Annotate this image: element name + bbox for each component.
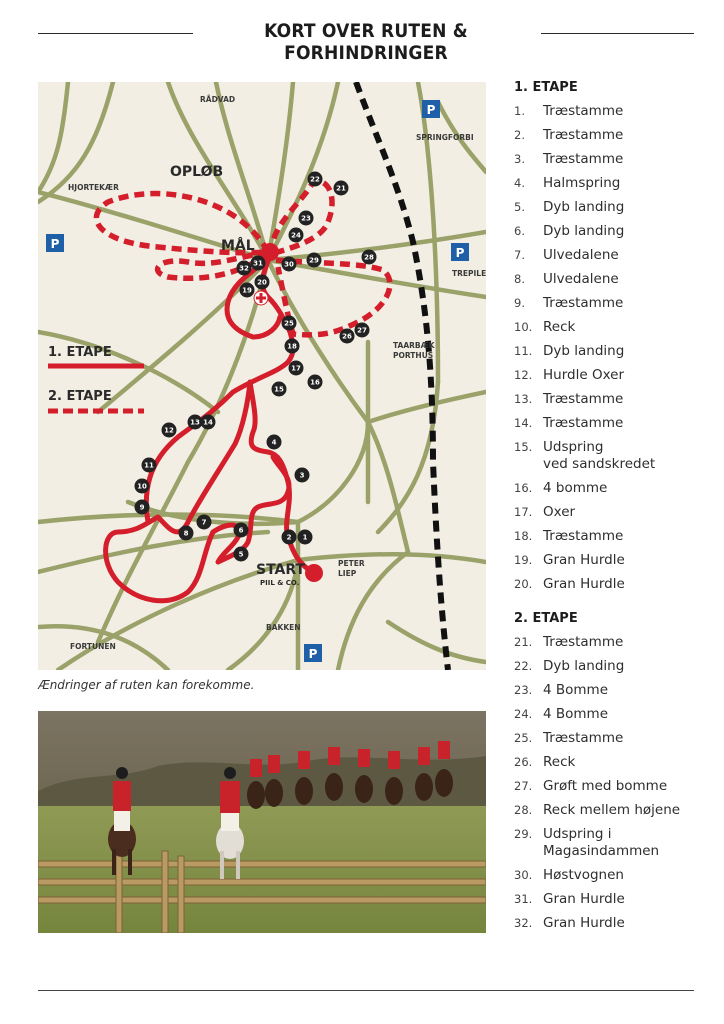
place-label: RÅDVAD: [200, 95, 236, 104]
obstacle-number: 29.: [514, 827, 533, 841]
obstacle-number: 31.: [514, 892, 533, 906]
obstacle-marker: [135, 500, 150, 515]
obstacle-label: [543, 634, 722, 651]
obstacle-marker: [282, 316, 297, 331]
obstacle-label-text: Træstamme: [543, 127, 624, 143]
obstacle-number: 8.: [514, 272, 525, 286]
obstacle-marker-number: 23: [301, 214, 311, 223]
parking-icon: [422, 100, 440, 118]
obstacle-label: [543, 658, 722, 675]
place-label: PORTHUS: [393, 351, 434, 360]
header-rule-left: [38, 33, 193, 34]
obstacle-label-text: Træstamme: [543, 634, 624, 650]
obstacle-number: 22.: [514, 659, 533, 673]
footer-rule: [38, 990, 694, 991]
obstacle-label: [543, 867, 722, 884]
obstacle-marker: [299, 211, 314, 226]
obstacle-label-text: ved sandskredet: [543, 456, 656, 472]
obstacle-number: 19.: [514, 553, 533, 567]
obstacle-marker-number: 25: [284, 319, 294, 328]
obstacle-marker: [295, 468, 310, 483]
obstacle-label-text: Dyb landing: [543, 199, 625, 215]
obstacle-label-text: Reck: [543, 319, 576, 335]
obstacle-item: [514, 754, 722, 771]
obstacle-marker: [289, 361, 304, 376]
obstacle-label: [543, 778, 722, 795]
obstacle-marker: [308, 375, 323, 390]
obstacle-number: 12.: [514, 368, 533, 382]
obstacle-label: [543, 319, 722, 336]
obstacle-item: [514, 802, 722, 819]
svg-text:P: P: [50, 237, 60, 251]
legend-etape-2-label: 2. ETAPE: [48, 389, 112, 404]
obstacle-marker-number: 13: [190, 418, 200, 427]
obstacle-marker-number: 31: [253, 259, 263, 268]
obstacle-marker: [334, 181, 349, 196]
obstacle-marker-number: 28: [364, 253, 374, 262]
obstacle-marker-number: 24: [291, 231, 301, 240]
etape-1-section: [514, 78, 722, 593]
obstacle-label: [543, 391, 722, 408]
place-label: PETER: [338, 559, 365, 568]
obstacle-label: [543, 730, 722, 747]
obstacle-item: [514, 415, 722, 432]
obstacle-item: [514, 826, 722, 860]
first-aid-icon: [254, 291, 268, 305]
obstacle-item: [514, 199, 722, 216]
obstacle-label-text: Reck mellem højene: [543, 802, 681, 818]
obstacle-number: 23.: [514, 683, 533, 697]
obstacle-number: 28.: [514, 803, 533, 817]
obstacle-marker: [282, 530, 297, 545]
obstacle-label-text: Grøft med bomme: [543, 778, 668, 794]
obstacle-label-text: Dyb landing: [543, 223, 625, 239]
obstacle-label-text: Ulvedalene: [543, 247, 619, 263]
obstacle-marker: [255, 275, 270, 290]
obstacle-item: [514, 730, 722, 747]
obstacle-item: [514, 867, 722, 884]
obstacle-item: [514, 706, 722, 723]
obstacle-label: [543, 576, 722, 593]
etape-2-items: [514, 634, 722, 932]
obstacle-marker-number: 22: [310, 175, 320, 184]
photo-field: [38, 806, 486, 933]
obstacle-label: [543, 439, 722, 473]
obstacle-marker-number: 21: [336, 184, 346, 193]
obstacle-label: [543, 295, 722, 312]
obstacle-number: 26.: [514, 755, 533, 769]
obstacle-marker: [307, 253, 322, 268]
obstacle-label-text: Træstamme: [543, 730, 624, 746]
obstacle-number: 21.: [514, 635, 533, 649]
start-sublabel: PIIL & CO.: [260, 579, 300, 587]
obstacle-marker-number: 5: [238, 550, 244, 559]
obstacle-number: 7.: [514, 248, 525, 262]
obstacle-label-text: Udspring i Magasindammen: [543, 826, 660, 859]
start-point: [305, 564, 323, 582]
obstacle-label: [543, 151, 722, 168]
obstacle-item: [514, 151, 722, 168]
legend-etape-1-label: 1. ETAPE: [48, 345, 112, 360]
obstacle-marker-number: 11: [144, 461, 154, 470]
obstacle-label: [543, 127, 722, 144]
obstacle-marker: [285, 339, 300, 354]
obstacle-marker-number: 7: [201, 518, 207, 527]
obstacle-number: 20.: [514, 577, 533, 591]
obstacle-marker-number: 15: [274, 385, 284, 394]
obstacle-label-text: Gran Hurdle: [543, 891, 625, 907]
obstacle-label-text: Træstamme: [543, 528, 624, 544]
obstacle-number: 25.: [514, 731, 533, 745]
obstacle-label: [543, 271, 722, 288]
obstacle-label-text: Oxer: [543, 504, 576, 520]
obstacle-label: [543, 480, 722, 497]
obstacle-marker: [179, 526, 194, 541]
obstacle-number: 9.: [514, 296, 525, 310]
obstacle-marker-number: 20: [257, 278, 267, 287]
obstacle-item: [514, 576, 722, 593]
obstacle-label-text: 4 Bomme: [543, 682, 609, 698]
obstacle-label-text: Hurdle Oxer: [543, 367, 624, 383]
obstacle-item: [514, 247, 722, 264]
map-caption: Ændringer af ruten kan forekomme.: [38, 678, 255, 692]
place-label: FORTUNEN: [70, 642, 116, 651]
obstacle-label-text: Træstamme: [543, 415, 624, 431]
etape-1-title: 1. ETAPE: [514, 80, 578, 95]
place-label: SPRINGFORBI: [416, 133, 474, 142]
obstacle-number: 5.: [514, 200, 525, 214]
obstacle-marker-number: 30: [284, 260, 294, 269]
page-title: KORT OVER RUTEN & FORHINDRINGER: [264, 20, 468, 64]
obstacle-marker: [340, 329, 355, 344]
svg-text:P: P: [426, 103, 436, 117]
obstacle-marker-number: 4: [271, 438, 277, 447]
etape-1-items: [514, 103, 722, 593]
obstacle-label-text: Ulvedalene: [543, 271, 619, 287]
obstacle-number: 30.: [514, 868, 533, 882]
obstacle-marker: [234, 547, 249, 562]
obstacle-marker: [201, 415, 216, 430]
obstacle-marker: [162, 423, 177, 438]
obstacle-marker: [237, 261, 252, 276]
obstacle-item: [514, 634, 722, 651]
obstacle-label-text: Reck: [543, 754, 576, 770]
obstacle-marker-number: 10: [137, 482, 147, 491]
obstacle-label-text: Halmspring: [543, 175, 621, 191]
goal-label: MÅL: [221, 238, 255, 254]
obstacle-label: [543, 103, 722, 120]
obstacle-marker-number: 6: [238, 526, 244, 535]
obstacle-label: [543, 826, 722, 860]
place-label: LIEP: [338, 569, 357, 578]
obstacle-marker-number: 19: [242, 286, 252, 295]
obstacle-marker-number: 26: [342, 332, 352, 341]
obstacle-item: [514, 682, 722, 699]
obstacle-marker-number: 8: [183, 529, 189, 538]
obstacle-item: [514, 127, 722, 144]
place-label: TAARBÆK: [393, 341, 435, 350]
obstacle-marker: [289, 228, 304, 243]
obstacle-label-text: Træstamme: [543, 391, 624, 407]
obstacle-label: [543, 915, 722, 932]
obstacle-marker: [240, 283, 255, 298]
obstacle-number: 16.: [514, 481, 533, 495]
obstacle-label: [543, 682, 722, 699]
obstacle-item: [514, 439, 722, 473]
obstacle-item: [514, 658, 722, 675]
obstacle-label-text: Høstvognen: [543, 867, 624, 883]
obstacle-label: [543, 343, 722, 360]
obstacle-marker-number: 12: [164, 426, 174, 435]
obstacle-label: [543, 367, 722, 384]
obstacle-item: [514, 504, 722, 521]
obstacle-marker: [355, 323, 370, 338]
riders-photo: [38, 711, 486, 933]
obstacle-label: [543, 247, 722, 264]
obstacle-marker-number: 14: [203, 418, 213, 427]
etape-2-section: [514, 609, 722, 932]
obstacle-number: 3.: [514, 152, 525, 166]
obstacle-marker: [142, 458, 157, 473]
start-label: START: [256, 562, 306, 578]
obstacle-item: [514, 391, 722, 408]
obstacle-item: [514, 891, 722, 908]
obstacle-label-text: Dyb landing: [543, 343, 625, 359]
obstacle-item: [514, 103, 722, 120]
obstacle-item: [514, 175, 722, 192]
obstacle-marker: [234, 523, 249, 538]
obstacle-marker-number: 9: [139, 503, 145, 512]
obstacle-marker-number: 18: [287, 342, 297, 351]
obstacle-marker: [298, 530, 313, 545]
obstacle-item: [514, 552, 722, 569]
obstacle-marker: [272, 382, 287, 397]
svg-text:P: P: [308, 647, 318, 661]
obstacle-item: [514, 295, 722, 312]
obstacle-item: [514, 778, 722, 795]
obstacle-number: 15.: [514, 440, 533, 454]
obstacle-label: [543, 199, 722, 216]
obstacle-item: [514, 367, 722, 384]
obstacle-number: 13.: [514, 392, 533, 406]
obstacle-label-text: Udspring: [543, 439, 604, 455]
obstacle-marker: [282, 257, 297, 272]
obstacle-label: [543, 528, 722, 545]
obstacle-label-text: Gran Hurdle: [543, 552, 625, 568]
obstacle-label: [543, 754, 722, 771]
obstacle-label-text: Gran Hurdle: [543, 576, 625, 592]
obstacle-marker-number: 27: [357, 326, 367, 335]
obstacle-item: [514, 915, 722, 932]
obstacle-marker: [135, 479, 150, 494]
obstacle-number: 10.: [514, 320, 533, 334]
obstacle-label: [543, 552, 722, 569]
svg-text:P: P: [455, 246, 465, 260]
parking-icon: [46, 234, 64, 252]
obstacle-label-text: Træstamme: [543, 103, 624, 119]
obstacle-item: [514, 223, 722, 240]
obstacle-list: [514, 78, 722, 939]
obstacle-number: 27.: [514, 779, 533, 793]
obstacle-number: 1.: [514, 104, 525, 118]
obstacle-item: [514, 319, 722, 336]
route-map: [38, 82, 486, 670]
obstacle-marker: [362, 250, 377, 265]
obstacle-number: 32.: [514, 916, 533, 930]
obstacle-label-text: Træstamme: [543, 295, 624, 311]
obstacle-item: [514, 480, 722, 497]
obstacle-marker-number: 17: [291, 364, 301, 373]
obstacle-number: 24.: [514, 707, 533, 721]
etape-2-title: 2. ETAPE: [514, 611, 578, 626]
obstacle-marker: [188, 415, 203, 430]
obstacle-label-text: Dyb landing: [543, 658, 625, 674]
obstacle-label-text: 4 bomme: [543, 480, 608, 496]
obstacle-marker: [197, 515, 212, 530]
obstacle-number: 18.: [514, 529, 533, 543]
obstacle-marker-number: 29: [309, 256, 319, 265]
obstacle-label: [543, 223, 722, 240]
obstacle-number: 17.: [514, 505, 533, 519]
obstacle-label: [543, 706, 722, 723]
place-label: BAKKEN: [266, 623, 301, 632]
obstacle-label: [543, 504, 722, 521]
obstacle-marker-number: 3: [299, 471, 305, 480]
obstacle-number: 11.: [514, 344, 533, 358]
obstacle-label: [543, 891, 722, 908]
finish-run-label: OPLØB: [170, 164, 224, 180]
parking-icon: [451, 243, 469, 261]
obstacle-number: 14.: [514, 416, 533, 430]
obstacle-label-text: Træstamme: [543, 151, 624, 167]
obstacle-marker: [267, 435, 282, 450]
place-label: TREPILE: [452, 269, 486, 278]
obstacle-label: [543, 415, 722, 432]
obstacle-item: [514, 528, 722, 545]
header-rule-right: [541, 33, 694, 34]
parking-icon: [304, 644, 322, 662]
obstacle-label-text: Gran Hurdle: [543, 915, 625, 931]
obstacle-number: 2.: [514, 128, 525, 142]
obstacle-marker-number: 2: [286, 533, 292, 542]
obstacle-item: [514, 271, 722, 288]
place-label: HJORTEKÆR: [68, 183, 119, 192]
obstacle-label: [543, 802, 722, 819]
obstacle-label-text: 4 Bomme: [543, 706, 609, 722]
obstacle-marker: [308, 172, 323, 187]
obstacle-item: [514, 343, 722, 360]
obstacle-marker-number: 1: [302, 533, 308, 542]
obstacle-marker-number: 16: [310, 378, 320, 387]
obstacle-number: 4.: [514, 176, 525, 190]
obstacle-number: 6.: [514, 224, 525, 238]
obstacle-marker: [251, 256, 266, 271]
obstacle-marker-number: 32: [239, 264, 249, 273]
obstacle-label: [543, 175, 722, 192]
